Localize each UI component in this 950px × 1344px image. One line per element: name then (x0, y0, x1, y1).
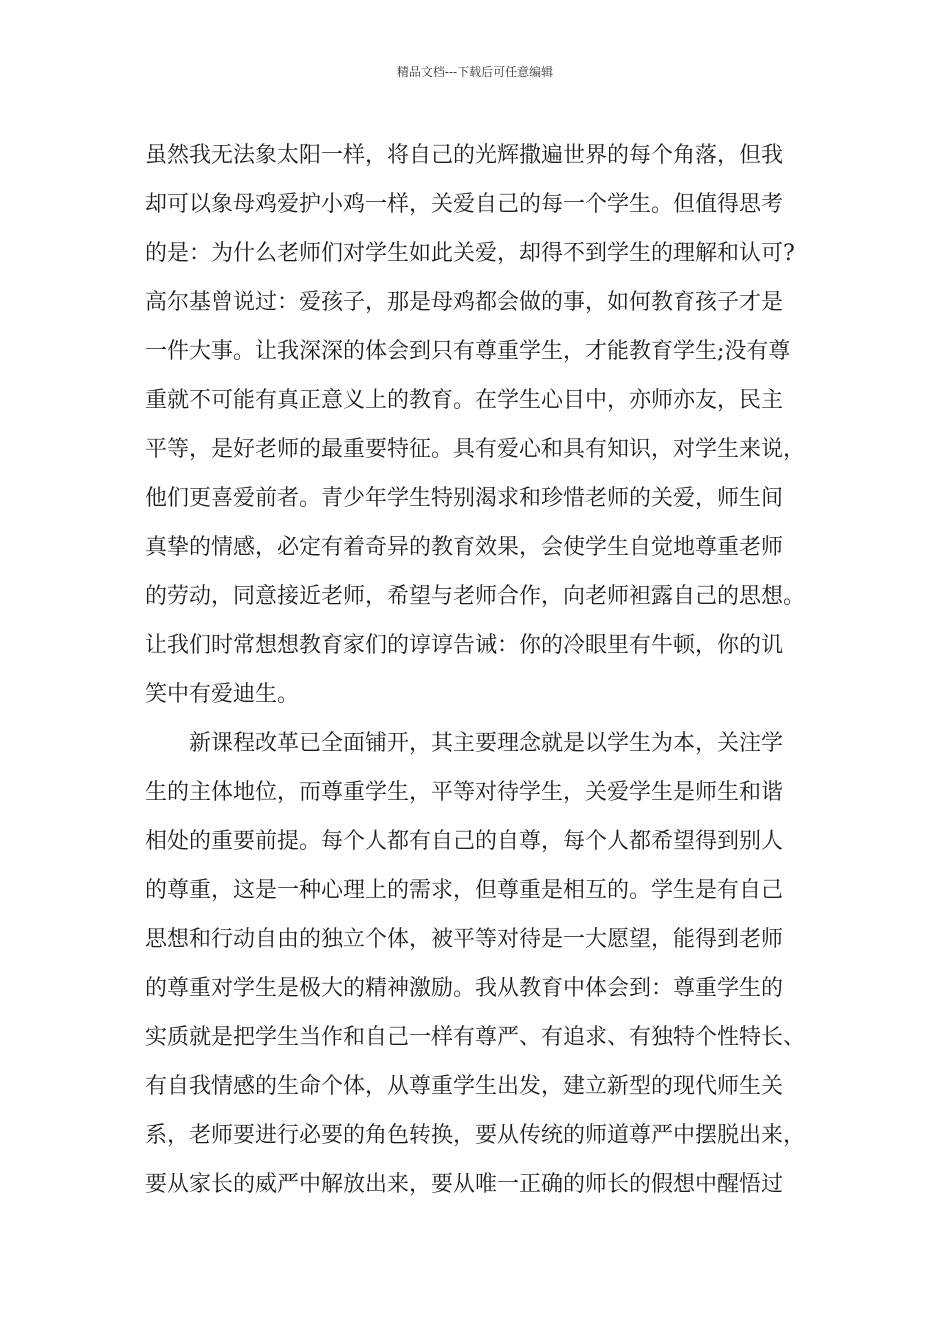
text-line: 相处的重要前提。每个人都有自己的自尊，每个人都希望得到别人 (145, 829, 784, 854)
text-line: 的尊重对学生是极大的精神激励。我从教育中体会到：尊重学生的 (145, 976, 784, 1001)
text-line: 要从家长的威严中解放出来，要从唯一正确的师长的假想中醒悟过 (145, 1172, 784, 1197)
text-line: 系，老师要进行必要的角色转换，要从传统的师道尊严中摆脱出来， (145, 1123, 806, 1148)
text-line: 一件大事。让我深深的体会到只有尊重学生，才能教育学生;没有尊 (145, 339, 791, 364)
page-header: 精品文档---下载后可任意编辑 (396, 65, 554, 79)
text-line: 新课程改革已全面铺开，其主要理念就是以学生为本，关注学 (189, 731, 784, 756)
text-line: 生的主体地位，而尊重学生，平等对待学生，关爱学生是师生和谐 (145, 780, 784, 805)
text-line: 让我们时常想想教育家们的谆谆告诫：你的冷眼里有牛顿，你的讥 (145, 633, 784, 658)
text-line: 却可以象母鸡爱护小鸡一样，关爱自己的每一个学生。但值得思考 (145, 192, 784, 217)
text-line: 实质就是把学生当作和自己一样有尊严、有追求、有独特个性特长、 (145, 1025, 806, 1050)
text-line: 高尔基曾说过：爱孩子，那是母鸡都会做的事，如何教育孩子才是 (145, 290, 784, 315)
text-line: 虽然我无法象太阳一样，将自己的光辉撒遍世界的每个角落，但我 (145, 143, 784, 168)
document-body (145, 131, 825, 1209)
text-line: 笑中有爱迪生。 (145, 682, 300, 707)
text-line: 他们更喜爱前者。青少年学生特别渴求和珍惜老师的关爱，师生间 (145, 486, 784, 511)
text-line: 的劳动，同意接近老师，希望与老师合作，向老师袒露自己的思想。 (145, 584, 806, 609)
text-line: 真挚的情感，必定有着奇异的教育效果，会使学生自觉地尊重老师 (145, 535, 784, 560)
text-line: 的是：为什么老师们对学生如此关爱，却得不到学生的理解和认可? (145, 241, 795, 266)
paragraph-2 (145, 719, 825, 1209)
text-line: 思想和行动自由的独立个体，被平等对待是一大愿望，能得到老师 (145, 927, 784, 952)
paragraph-1 (145, 131, 825, 719)
text-line: 有自我情感的生命个体，从尊重学生出发，建立新型的现代师生关 (145, 1074, 784, 1099)
text-line: 平等，是好老师的最重要特征。具有爱心和具有知识，对学生来说， (145, 437, 806, 462)
text-line: 重就不可能有真正意义上的教育。在学生心目中，亦师亦友，民主 (145, 388, 784, 413)
text-line: 的尊重，这是一种心理上的需求，但尊重是相互的。学生是有自己 (145, 878, 784, 903)
